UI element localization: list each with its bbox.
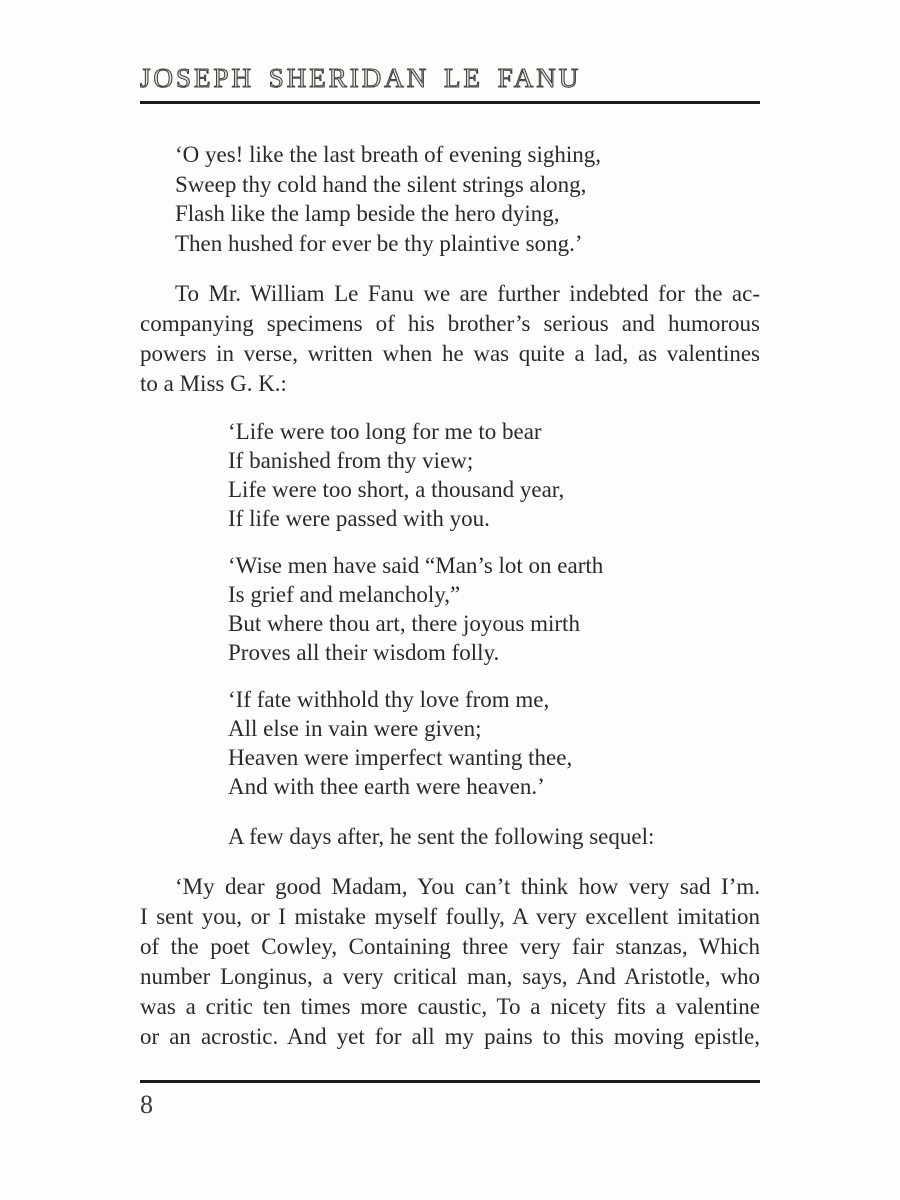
footer-rule [140,1080,760,1083]
verse-line: Sweep thy cold hand the silent strings along, [175,171,587,197]
valentine-stanza-1 [228,417,760,533]
intro-paragraph [140,279,760,399]
verse-line: Is grief and melancholy,” [228,582,461,608]
paragraph-line: or an acrostic. And yet for all my pains to this moving epistle, [140,1024,760,1050]
page-body [140,140,760,1052]
paragraph-line: I sent you, or I mistake myself foully, A very excellent imitation [140,904,760,930]
sequel-intro-line: A few days after, he sent the following sequel: [228,824,655,850]
valentine-stanza-3 [228,685,760,801]
page-number: 8 [140,1090,153,1119]
verse-line: ‘Wise men have said “Man’s lot on earth [228,553,604,579]
verse-line: Proves all their wisdom folly. [228,640,500,666]
paragraph-line: companying specimens of his brother’s serious and humorous [140,311,760,337]
verse-line: If banished from thy view; [228,448,474,474]
page-header [140,62,760,104]
verse-line: Life were too short, a thousand year, [228,477,565,503]
paragraph-line: ‘My dear good Madam, You can’t think how very sad I’m. [175,874,760,900]
verse-line: And with thee earth were heaven.’ [228,774,545,800]
paragraph-line: to a Miss G. K.: [140,371,287,397]
verse-line: If life were passed with you. [228,506,490,532]
paragraph-line: of the poet Cowley, Containing three very fair stanzas, Which [140,934,760,960]
header-rule [140,101,760,104]
paragraph-line: To Mr. William Le Fanu we are further indebted for the ac- [175,281,760,307]
verse-line: But where thou art, there joyous mirth [228,611,580,637]
sequel-paragraph [140,872,760,1052]
verse-line: Flash like the lamp beside the hero dying, [175,201,560,227]
verse-line: Heaven were imperfect wanting thee, [228,745,573,771]
valentine-stanza-2 [228,551,760,667]
verse-line: ‘Life were too long for me to bear [228,419,542,445]
paragraph-line: number Longinus, a very critical man, says, And Aristotle, who [140,964,760,990]
verse-line: All else in vain were given; [228,716,482,742]
running-header-title: JOSEPH SHERIDAN LE FANU [140,63,582,93]
paragraph-line: powers in verse, written when he was quite a lad, as valentines [140,341,760,367]
paragraph-line: was a critic ten times more caustic, To a nicety fits a valentine [140,994,760,1020]
opening-verse [175,140,760,258]
verse-line: ‘O yes! like the last breath of evening sighing, [175,142,602,168]
verse-line: Then hushed for ever be thy plaintive song.’ [175,230,583,256]
verse-line: ‘If fate withhold thy love from me, [228,687,550,713]
